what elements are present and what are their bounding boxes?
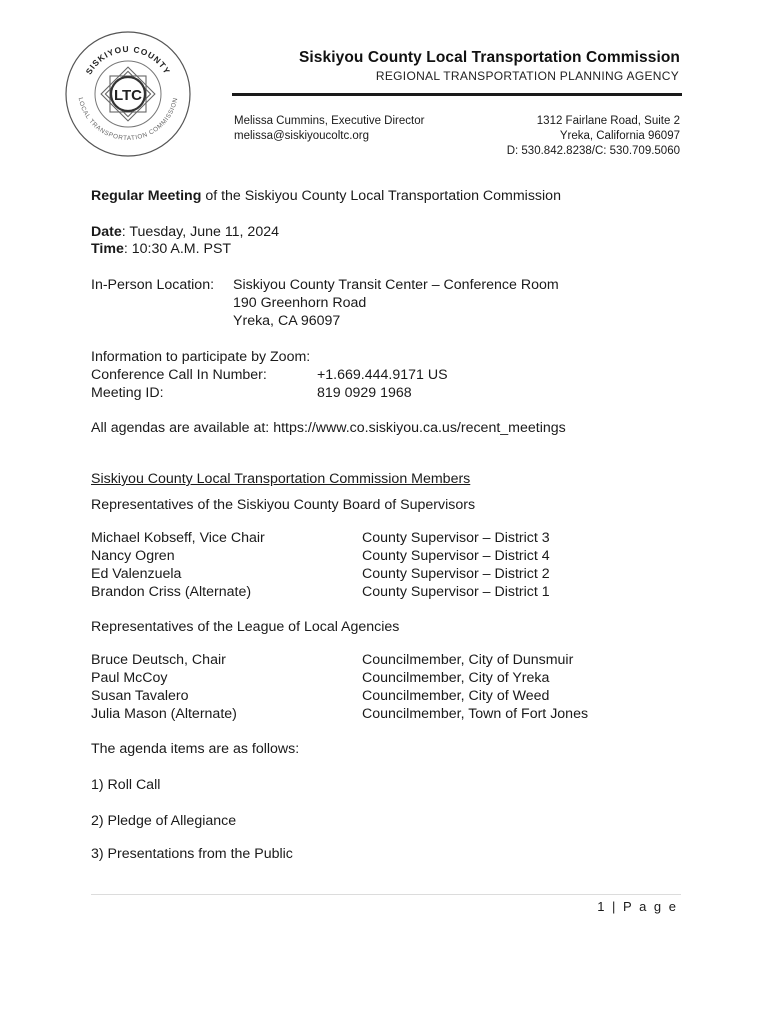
agenda-intro: The agenda items are as follows: xyxy=(91,741,300,757)
agenda-item: 3) Presentations from the Public xyxy=(91,846,293,862)
member-name: Nancy Ogren xyxy=(91,548,175,564)
list-item xyxy=(91,687,550,705)
office-address xyxy=(507,114,680,159)
location-line-3: Yreka, CA 96097 xyxy=(233,313,341,329)
meeting-date xyxy=(91,223,279,241)
phone-numbers: D: 530.842.8238/C: 530.709.5060 xyxy=(506,145,680,157)
director-name: Melissa Cummins, Executive Director xyxy=(234,115,425,127)
meeting-type: Regular Meeting xyxy=(91,188,202,204)
location-line-1: Siskiyou County Transit Center – Conference Room xyxy=(233,277,559,293)
seal-ring-bottom-text: LOCAL TRANSPORTATION COMMISSION xyxy=(76,96,180,143)
director-email: melissa@siskiyoucoltc.org xyxy=(234,130,370,142)
seal-ring-top-text: SISKIYOU COUNTY xyxy=(83,43,173,77)
member-role: Councilmember, City of Yreka xyxy=(362,670,550,686)
list-item xyxy=(91,547,550,565)
league-list xyxy=(91,651,589,723)
call-in-label: Conference Call In Number: xyxy=(91,367,267,383)
meeting-title-rest: of the Siskiyou County Local Transportation Commission xyxy=(201,188,561,204)
supervisors-list xyxy=(91,529,550,601)
member-role: County Supervisor – District 3 xyxy=(362,530,550,546)
agenda-item: 1) Roll Call xyxy=(91,777,161,793)
list-item xyxy=(91,651,574,669)
time-value: : 10:30 A.M. PST xyxy=(123,241,232,257)
member-role: Councilmember, City of Weed xyxy=(362,688,550,704)
list-item xyxy=(91,583,550,601)
meeting-time xyxy=(91,240,231,258)
meeting-id-value: 819 0929 1968 xyxy=(317,385,412,401)
member-name: Bruce Deutsch, Chair xyxy=(91,652,226,668)
member-role: County Supervisor – District 4 xyxy=(362,548,550,564)
call-in-number: +1.669.444.9171 US xyxy=(317,367,448,383)
agenda-item: 2) Pledge of Allegiance xyxy=(91,813,237,829)
member-role: Councilmember, City of Dunsmuir xyxy=(362,652,574,668)
time-label: Time xyxy=(91,241,124,257)
location-label: In-Person Location: xyxy=(91,277,215,293)
member-role: County Supervisor – District 2 xyxy=(362,566,550,582)
address-line-1: 1312 Fairlane Road, Suite 2 xyxy=(536,115,680,127)
ltc-seal-logo xyxy=(64,30,192,158)
member-name: Michael Kobseff, Vice Chair xyxy=(91,530,265,546)
organization-subtitle: REGIONAL TRANSPORTATION PLANNING AGENCY xyxy=(375,69,679,83)
list-item xyxy=(91,529,550,547)
member-name: Brandon Criss (Alternate) xyxy=(91,584,252,600)
list-item xyxy=(91,705,589,723)
list-item xyxy=(91,669,550,687)
director-contact xyxy=(234,114,424,144)
location-line-2: 190 Greenhorn Road xyxy=(233,295,367,311)
seal-center-text: LTC xyxy=(113,87,143,104)
meeting-id-label: Meeting ID: xyxy=(91,385,164,401)
member-role: County Supervisor – District 1 xyxy=(362,584,550,600)
list-item xyxy=(91,565,550,583)
agendas-note: All agendas are available at: https://www.co.siskiyou.ca.us/recent_meetings xyxy=(91,420,566,436)
date-value: : Tuesday, June 11, 2024 xyxy=(121,224,279,240)
organization-name: Siskiyou County Local Transportation Commission xyxy=(298,49,680,66)
meeting-title xyxy=(91,187,561,205)
zoom-intro: Information to participate by Zoom: xyxy=(91,349,311,365)
member-name: Paul McCoy xyxy=(91,670,168,686)
header-divider xyxy=(232,93,682,96)
member-name: Ed Valenzuela xyxy=(91,566,182,582)
page-number: 1 | P a g e xyxy=(597,899,678,914)
footer-divider xyxy=(91,894,681,895)
member-name: Julia Mason (Alternate) xyxy=(91,706,237,722)
address-line-2: Yreka, California 96097 xyxy=(559,130,680,142)
member-name: Susan Tavalero xyxy=(91,688,189,704)
supervisors-heading: Representatives of the Siskiyou County Board of Supervisors xyxy=(91,497,476,513)
member-role: Councilmember, Town of Fort Jones xyxy=(362,706,589,722)
league-heading: Representatives of the League of Local Agencies xyxy=(91,619,400,635)
members-heading: Siskiyou County Local Transportation Commission Members xyxy=(91,471,471,487)
date-label: Date xyxy=(91,224,122,240)
